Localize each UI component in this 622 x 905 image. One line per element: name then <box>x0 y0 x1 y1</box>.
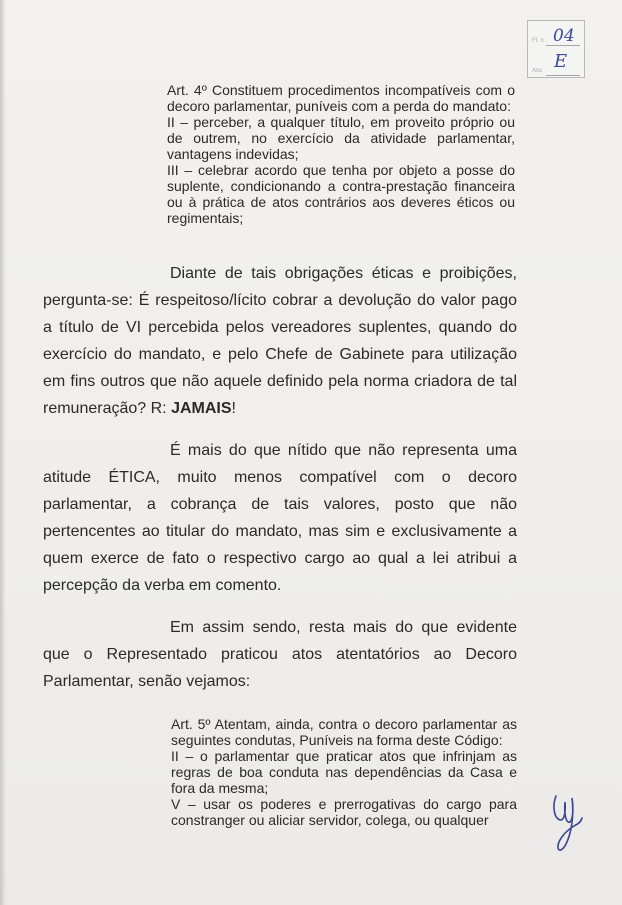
article-4-intro <box>167 82 515 114</box>
article-5-heading: Art. 5º <box>171 716 211 732</box>
stamp-page-number: 04 <box>553 26 575 46</box>
article-4-item-iii: III – celebrar acordo que tenha por objeto a posse do suplente, condicionando a contra-prestação financeira ou à prática de atos contrários aos deveres éticos ou regimentais; <box>167 162 515 226</box>
article-5-intro <box>171 716 517 748</box>
article-4-heading: Art. 4º <box>167 82 207 98</box>
article-4-item-ii: II – perceber, a qualquer título, em proveito próprio ou de outrem, no exercício da atividade parlamentar, vantagens indevidas; <box>167 114 515 162</box>
stamp-label-signature: Ass <box>532 68 543 74</box>
paragraph-ethics: É mais do que nítido que não representa uma atitude ÉTICA, muito menos compatível com o decoro parlamentar, a cobrança de tais valores, posto que não pertencentes ao titular do mandato, mas sim e exclusivamente a quem exerce de fato o respectivo cargo ao qual a lei atribui a percepção da verba em comento. <box>43 442 517 594</box>
stamp-initial: E <box>554 51 568 72</box>
page-number-stamp <box>527 20 585 78</box>
article-4-quote <box>167 82 515 226</box>
paragraph-conclusion: Em assim sendo, resta mais do que evidente que o Representado praticou atos atentatórios ao Decoro Parlamentar, senão vejamos: <box>43 619 517 690</box>
page-edge-shadow <box>0 0 6 905</box>
answer-punctuation: ! <box>231 400 236 417</box>
answer-jamais: JAMAIS <box>171 400 232 417</box>
paragraph-question <box>43 260 517 422</box>
stamp-line-signature <box>546 75 580 76</box>
article-4-intro-text: Constituem procedimentos incompatíveis com o decoro parlamentar, puníveis com a perda do mandato: <box>167 82 515 114</box>
handwritten-signature <box>548 788 588 858</box>
article-5-item-ii: II – o parlamentar que praticar atos que infrinjam as regras de boa conduta nas dependências da Casa e fora da mesma; <box>171 748 517 796</box>
stamp-label-folio: Fl. n <box>532 38 544 44</box>
article-5-quote <box>171 716 517 828</box>
paragraph-question-text: Diante de tais obrigações éticas e proibições, pergunta-se: É respeitoso/lícito cobrar a devolução do valor pago a título de VI percebida pelos vereadores suplentes, quando do exercício do mandato, e pelo Chefe de Gabinete para utilização em fins outros que não aquele definido pela norma criadora de tal remuneração? R: <box>43 265 517 417</box>
article-5-item-v: V – usar os poderes e prerrogativas do cargo para constranger ou aliciar servidor, colega, ou qualquer <box>171 796 517 828</box>
article-5-intro-text: Atentam, ainda, contra o decoro parlamentar as seguintes condutas, Puníveis na forma deste Código: <box>171 716 517 748</box>
